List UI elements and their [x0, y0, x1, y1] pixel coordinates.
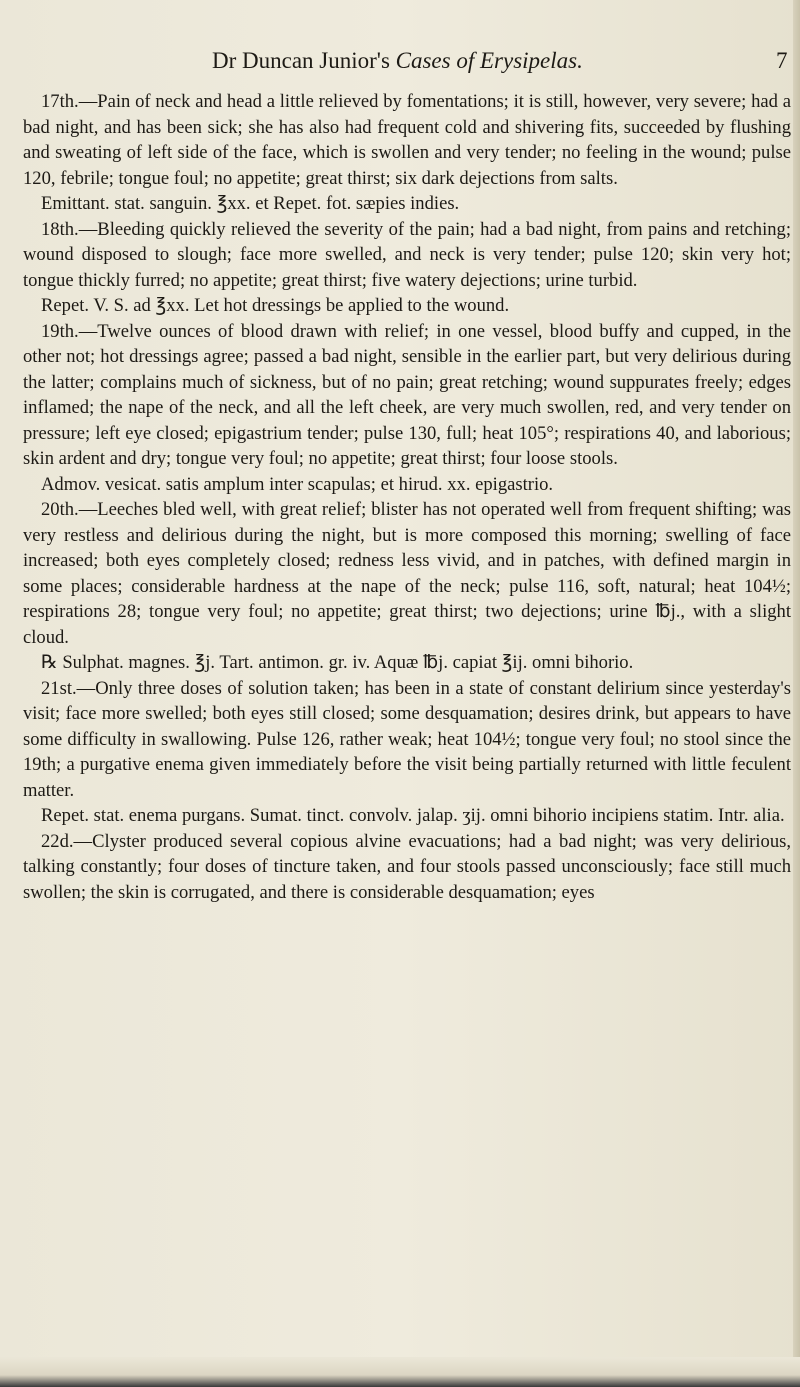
running-title [212, 48, 583, 74]
page-edge [793, 0, 800, 1387]
page-body [23, 89, 791, 905]
entry-19th: 19th.—Twelve ounces of blood drawn with relief; in one vessel, blood buffy and cupped, in the other not; hot dressings agree; passed a bad night, sensible in the earlier part, but very delirious during the latter; complains much of sickness, but of no pain; great retching; wound suppurates freely; edges inflamed; the nape of the neck, and all the left cheek, are very much swollen, red, and very tender on pressure; left eye closed; epigastrium tender; pulse 130, full; heat 105°; respirations 40, and laborious; skin ardent and dry; tongue very foul; no appetite; great thirst; four loose stools. [23, 320, 791, 469]
prescription-21st: Repet. stat. enema purgans. Sumat. tinct. convolv. jalap. ʒij. omni bihorio incipiens statim. Intr. alia. [41, 805, 785, 826]
running-title-author: Dr Duncan Junior's [212, 48, 396, 73]
entry-21st: 21st.—Only three doses of solution taken; has been in a state of constant delirium since yesterday's visit; face more swelled; both eyes still closed; some desquamation; desires drink, but appears to have some difficulty in swallowing. Pulse 126, rather weak; heat 104½; tongue very foul; no stool since the 19th; a purgative enema given immediately before the visit being partially returned with little feculent matter. [23, 677, 791, 801]
page-number: 7 [776, 48, 788, 73]
entry-18th: 18th.—Bleeding quickly relieved the severity of the pain; had a bad night, from pains and retching; wound disposed to slough; face more swelled, and neck is very tender; pulse 120; skin very hot; tongue thickly furred; no appetite; great thirst; five watery dejections; urine turbid. [23, 218, 791, 291]
entry-22d: 22d.—Clyster produced several copious alvine evacuations; had a bad night; was very delirious, talking constantly; four doses of tincture taken, and four stools passed unconsciously; face still much swollen; the skin is corrugated, and there is considerable desquamation; eyes [23, 830, 791, 903]
prescription-17th: Emittant. stat. sanguin. ℥xx. et Repet. fot. sæpies indies. [41, 193, 460, 214]
entry-17th: 17th.—Pain of neck and head a little relieved by fomentations; it is still, however, very severe; had a bad night, and has been sick; she has also had frequent cold and shivering fits, succeeded by flushing and sweating of left side of the face, which is swollen and very tender; no feeling in the wound; pulse 120, febrile; tongue foul; no appetite; great thirst; six dark dejections from salts. [23, 91, 791, 189]
prescription-19th: Admov. vesicat. satis amplum inter scapulas; et hirud. xx. epigastrio. [41, 473, 554, 495]
running-title-work: Cases of Erysipelas. [395, 48, 583, 73]
prescription-18th: Repet. V. S. ad ℥xx. Let hot dressings be applied to the wound. [41, 295, 510, 316]
prescription-20th: ℞ Sulphat. magnes. ℥j. Tart. antimon. gr. iv. Aquæ ℔j. capiat ℥ij. omni bihorio. [41, 652, 634, 673]
entry-20th: 20th.—Leeches bled well, with great relief; blister has not operated well from frequent shifting; was very restless and delirious during the night, but is more composed this morning; swelling of face increased; both eyes completely closed; redness less vivid, and in patches, with defined margin in some places; considerable hardness at the nape of the neck; pulse 116, soft, natural; heat 104½; respirations 28; tongue very foul; no appetite; great thirst; two dejections; urine ℔j., with a slight cloud. [23, 499, 791, 648]
running-head [0, 48, 800, 78]
bottom-shadow [0, 1357, 800, 1387]
